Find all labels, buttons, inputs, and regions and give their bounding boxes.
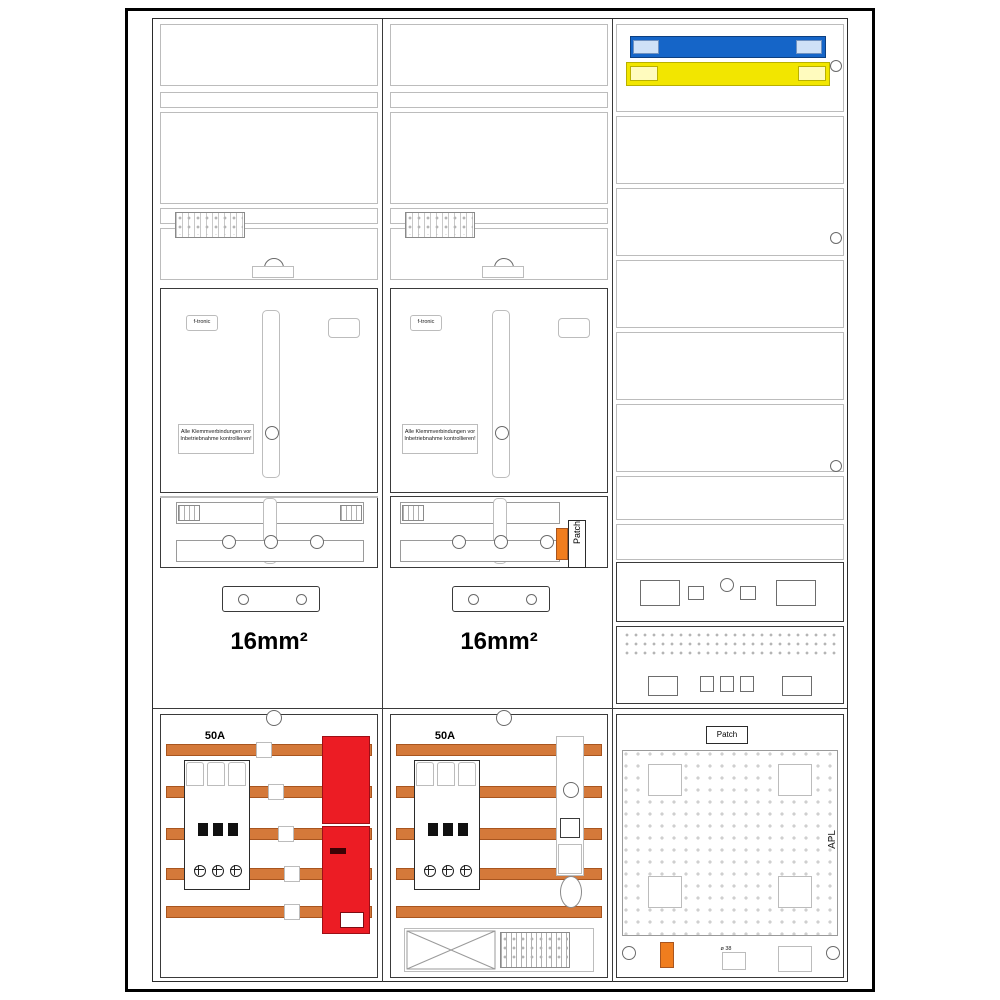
apl-label-wrap xyxy=(826,830,840,852)
busbar-clamp-l1 xyxy=(256,742,272,758)
bottom-left-top-screw xyxy=(266,710,282,726)
left-brand-label: f-tronic xyxy=(193,319,211,325)
right-connector-loop xyxy=(560,876,582,908)
left-blank-plate xyxy=(328,318,360,338)
breaker-left-toggle-1[interactable] xyxy=(198,823,208,836)
dist-panel-3 xyxy=(616,188,844,256)
patch-tag-upper-label: Patch xyxy=(572,521,582,545)
right-lock-bracket xyxy=(482,266,524,278)
breaker-left-toggle-3[interactable] xyxy=(228,823,238,836)
right-warning-label: Alle Klemmverbindungen vor Inbetriebnahme kontrollieren! xyxy=(404,429,476,442)
dist-panel-4 xyxy=(616,260,844,328)
breaker-left-screw-3 xyxy=(230,865,242,877)
apl-module-4 xyxy=(778,876,812,908)
breaker-right-lug-2 xyxy=(437,762,455,786)
breaker-left-screw-1 xyxy=(194,865,206,877)
module-slot-2 xyxy=(700,676,714,692)
right-gland-hole-2 xyxy=(526,594,537,605)
right-rail-screw-3 xyxy=(540,535,554,549)
right-top-panel-1 xyxy=(390,24,608,86)
module-slot-1 xyxy=(648,676,678,696)
left-top-panel-2 xyxy=(160,112,378,204)
right-comb-left xyxy=(402,505,424,521)
n-busbar-terminal-right xyxy=(796,40,822,54)
module-slot-5 xyxy=(782,676,812,696)
right-connector-screw xyxy=(563,782,579,798)
rj45-jack-1 xyxy=(640,580,680,606)
left-comb-right xyxy=(340,505,362,521)
left-comb-left xyxy=(178,505,200,521)
dist-panel-2 xyxy=(616,116,844,184)
left-top-panel-1 xyxy=(160,24,378,86)
module-slot-4 xyxy=(740,676,754,692)
right-brand-label: f-tronic xyxy=(417,319,435,325)
dist-screw-2 xyxy=(830,232,842,244)
apl-patch-marker xyxy=(660,942,674,968)
column-separator-1 xyxy=(382,19,383,982)
breaker-right-screw-2 xyxy=(442,865,454,877)
main-switch-upper[interactable] xyxy=(322,736,370,824)
bottom-terminal-holes xyxy=(502,936,568,964)
network-panel-upper-screw xyxy=(720,578,734,592)
rj45-jack-4 xyxy=(776,580,816,606)
breaker-left-lug-2 xyxy=(207,762,225,786)
right-meter-slot xyxy=(492,310,510,478)
patch-tag-upper xyxy=(568,520,586,568)
busbar-clamp-pe xyxy=(284,904,300,920)
apl-bottom-module xyxy=(778,946,812,972)
left-rail-screw-2 xyxy=(264,535,278,549)
bottom-cross-brace xyxy=(406,930,496,970)
module-slot-3 xyxy=(720,676,734,692)
left-warning-label: Alle Klemmverbindungen vor Inbetriebnahme kontrollieren! xyxy=(180,429,252,442)
left-meter-slot xyxy=(262,310,280,478)
rj45-jack-3 xyxy=(740,586,756,600)
right-rail-screw-2 xyxy=(494,535,508,549)
apl-module-3 xyxy=(648,876,682,908)
breaker-left-screw-2 xyxy=(212,865,224,877)
right-cable-size-label: 16mm² xyxy=(460,628,538,655)
busbar-clamp-l3 xyxy=(278,826,294,842)
left-rail-screw-1 xyxy=(222,535,236,549)
breaker-right-screw-1 xyxy=(424,865,436,877)
bottom-section-divider-right xyxy=(613,708,847,709)
right-rail-screw-1 xyxy=(452,535,466,549)
right-connector-terminal xyxy=(560,818,580,838)
right-connector-fuse xyxy=(558,844,582,874)
right-top-panel-2 xyxy=(390,112,608,204)
right-meter-slot-screw xyxy=(495,426,509,440)
breaker-right-toggle-2[interactable] xyxy=(443,823,453,836)
breaker-left-rating-label: 50A xyxy=(204,730,226,742)
breaker-right-toggle-3[interactable] xyxy=(458,823,468,836)
left-rail-screw-3 xyxy=(310,535,324,549)
dist-panel-7 xyxy=(616,476,844,520)
main-switch-handle[interactable] xyxy=(330,848,346,854)
busbar-clamp-l2 xyxy=(268,784,284,800)
right-din-rail-lower xyxy=(400,540,560,562)
main-switch-label-plate xyxy=(340,912,364,928)
n-busbar-terminal-left xyxy=(633,40,659,54)
column-separator-2 xyxy=(612,19,613,982)
breaker-right-lug-1 xyxy=(416,762,434,786)
breaker-left-lug-3 xyxy=(228,762,246,786)
right-top-rail-a xyxy=(390,92,608,108)
bottom-section-divider-left xyxy=(153,708,612,709)
breaker-right-screw-3 xyxy=(460,865,472,877)
apl-bottom-screw-left xyxy=(622,946,636,960)
left-gland-hole-2 xyxy=(296,594,307,605)
dist-screw-3 xyxy=(830,460,842,472)
right-blank-plate xyxy=(558,318,590,338)
right-gland-hole-1 xyxy=(468,594,479,605)
left-lock-bracket xyxy=(252,266,294,278)
breaker-left-lug-1 xyxy=(186,762,204,786)
patch-marker-upper xyxy=(556,528,568,560)
left-cable-size-label: 16mm² xyxy=(230,628,308,655)
spacer-left xyxy=(160,496,378,498)
left-meter-slot-screw xyxy=(265,426,279,440)
right-terminal-holes xyxy=(407,215,473,235)
dist-panel-6 xyxy=(616,404,844,472)
apl-label: APL xyxy=(826,830,838,849)
apl-module-2 xyxy=(778,764,812,796)
left-gland-hole-1 xyxy=(238,594,249,605)
pe-busbar-terminal-left xyxy=(630,66,658,81)
pe-busbar-terminal-right xyxy=(798,66,826,81)
apl-bottom-screw-right xyxy=(826,946,840,960)
right-din-rail-upper xyxy=(400,502,560,524)
rj45-jack-2 xyxy=(688,586,704,600)
breaker-right-rating-label: 50A xyxy=(434,730,456,742)
dist-panel-8 xyxy=(616,524,844,560)
apl-small-module xyxy=(722,952,746,970)
left-terminal-holes xyxy=(177,215,243,235)
bottom-right-top-screw xyxy=(496,710,512,726)
apl-module-1 xyxy=(648,764,682,796)
breaker-left-toggle-2[interactable] xyxy=(213,823,223,836)
left-top-rail-a xyxy=(160,92,378,108)
breaker-right-toggle-1[interactable] xyxy=(428,823,438,836)
breaker-right-lug-3 xyxy=(458,762,476,786)
patch-tag-lower: Patch xyxy=(706,726,748,744)
dist-screw-1 xyxy=(830,60,842,72)
busbar-clamp-n xyxy=(284,866,300,882)
dist-panel-5 xyxy=(616,332,844,400)
network-vent-holes xyxy=(624,632,836,656)
apl-dimension-note: ø 38 xyxy=(720,946,732,952)
